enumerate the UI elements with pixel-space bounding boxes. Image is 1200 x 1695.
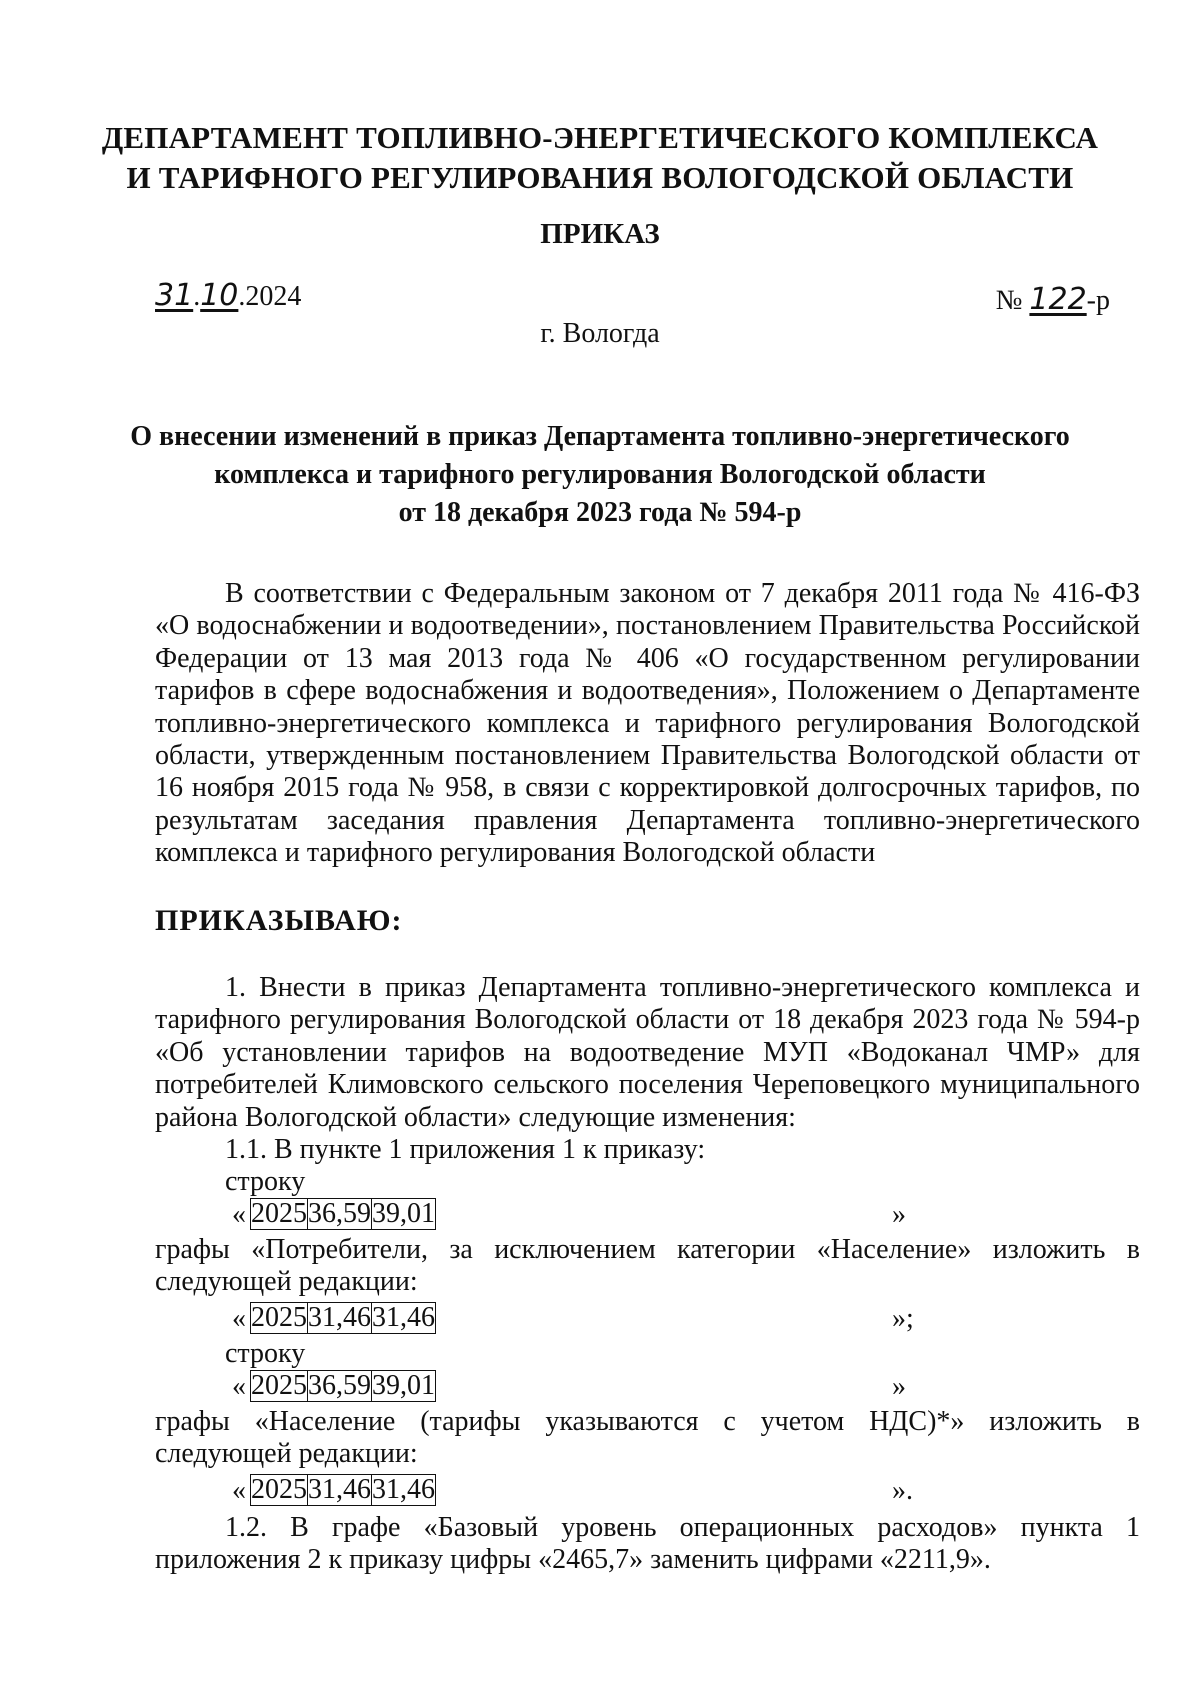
number-value: 122	[1029, 282, 1087, 317]
date-day: 31	[155, 278, 194, 313]
preamble-paragraph: В соответствии с Федеральным законом от 7 декабря 2011 года № 416-ФЗ «О водоснабжении и водоотведении», постановлением Правительства Российской Федерации от 13 мая 2013 года № 406 «О государственном регулировании тарифов в сфере водоснабжения и водоотведения», Положением о Департаменте топливно-энергетического комплекса и тарифного регулирования Вологодской области, утвержденным постановлением Правительства Вологодской области от 16 ноября 2015 года № 958, в связи с корректировкой долгосрочных тарифов, по результатам заседания правления Департамента топливно-энергетического комплекса и тарифного регулирования Вологодской области	[155, 578, 1140, 869]
document-type: ПРИКАЗ	[540, 218, 660, 250]
subject-line-2: комплекса и тарифного регулирования Вологодской области	[214, 459, 986, 490]
grafy-consumers-paragraph: графы «Потребители, за исключением категории «Население» изложить в следующей редакции:	[155, 1234, 1140, 1298]
document-date	[155, 278, 301, 313]
tariff-table	[250, 1302, 436, 1334]
tariff-cell-1: 36,59	[308, 1198, 371, 1229]
department-line-1: ДЕПАРТАМЕНТ ТОПЛИВНО-ЭНЕРГЕТИЧЕСКОГО КОМПЛЕКСА	[101, 120, 1099, 155]
order-word: ПРИКАЗЫВАЮ:	[155, 904, 403, 937]
tariff-cell-2: 31,46	[372, 1302, 435, 1333]
year-cell: 2025	[251, 1370, 307, 1401]
quote-open: «	[232, 1199, 246, 1230]
number-prefix: №	[995, 285, 1030, 316]
stroku-label-1: строку	[225, 1166, 306, 1197]
quote-close: »;	[892, 1303, 914, 1334]
tariff-cell-1: 31,46	[308, 1474, 371, 1505]
subject-line-1: О внесении изменений в приказ Департамента топливно-энергетического	[130, 421, 1070, 452]
document-subject	[0, 418, 1200, 532]
subject-line-3: от 18 декабря 2023 года № 594-р	[398, 497, 802, 528]
department-line-2: И ТАРИФНОГО РЕГУЛИРОВАНИЯ ВОЛОГОДСКОЙ ОБЛАСТИ	[126, 160, 1074, 195]
tariff-table	[250, 1370, 436, 1402]
item-1-1-heading: 1.1. В пункте 1 приложения 1 к приказу:	[225, 1134, 706, 1165]
date-dot: .	[193, 281, 201, 312]
tariff-cell-1: 31,46	[308, 1302, 371, 1333]
quote-close: ».	[892, 1475, 913, 1506]
number-suffix: -р	[1086, 285, 1110, 316]
tariff-cell-2: 31,46	[372, 1474, 435, 1505]
quote-open: «	[232, 1303, 246, 1334]
year-cell: 2025	[251, 1302, 307, 1333]
grafy-population-paragraph: графы «Население (тарифы указываются с учетом НДС)*» изложить в следующей редакции:	[155, 1406, 1140, 1470]
quote-open: «	[232, 1475, 246, 1506]
date-year: .2024	[238, 281, 302, 312]
quote-close: »	[892, 1199, 906, 1230]
year-cell: 2025	[251, 1198, 307, 1229]
tariff-cell-2: 39,01	[372, 1370, 435, 1401]
date-month: 10	[200, 278, 239, 313]
year-cell: 2025	[251, 1474, 307, 1505]
tariff-cell-1: 36,59	[308, 1370, 371, 1401]
department-name	[0, 118, 1200, 198]
item-1-paragraph: 1. Внести в приказ Департамента топливно-энергетического комплекса и тарифного регулирования Вологодской области от 18 декабря 2023 года № 594-р «Об установлении тарифов на водоотведение МУП «Водоканал ЧМР» для потребителей Климовского сельского поселения Череповецкого муниципального района Вологодской области» следующие изменения:	[155, 972, 1140, 1133]
item-1-2-paragraph: 1.2. В графе «Базовый уровень операционных расходов» пункта 1 приложения 2 к приказу цифры «2465,7» заменить цифрами «2211,9».	[155, 1512, 1140, 1576]
tariff-table	[250, 1198, 436, 1230]
document-city: г. Вологда	[540, 318, 660, 349]
quote-close: »	[892, 1371, 906, 1402]
tariff-cell-2: 39,01	[372, 1198, 435, 1229]
stroku-label-2: строку	[225, 1338, 306, 1369]
quote-open: «	[232, 1371, 246, 1402]
tariff-table	[250, 1474, 436, 1506]
document-number	[996, 282, 1110, 317]
